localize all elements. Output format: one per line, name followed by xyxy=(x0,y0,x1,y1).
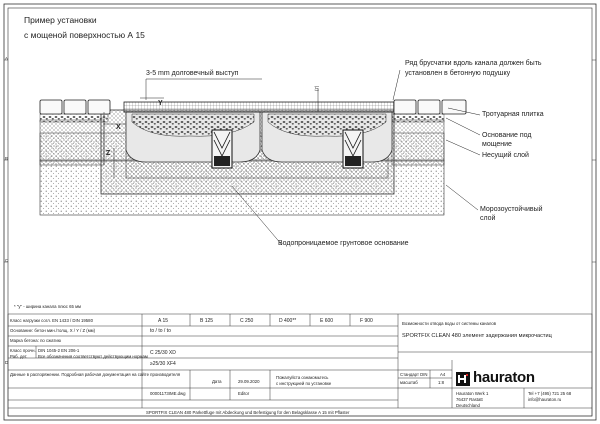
file-name: 00001173IME.dwg xyxy=(150,391,186,396)
frame-marker-b: B xyxy=(5,156,8,161)
drawing-title-line-2: с мощеной поверхностью А 15 xyxy=(24,30,145,40)
dimension-7: (7) xyxy=(314,85,319,91)
label-frost-line-1: Морозоустойчивый xyxy=(480,206,543,213)
row-notes: Данные в распоряжении. Подробная рабочая документация на сайте производителя xyxy=(10,372,181,377)
frame-marker-d: D xyxy=(5,360,9,365)
load-class-b125: B 125 xyxy=(200,318,214,324)
product-name: SPORTFIX CLEAN 480 элемент задержания микрочастиц xyxy=(402,333,552,339)
row-load-class: Класс нагрузки согл. EN 1433 / DIN 19580 xyxy=(10,318,93,323)
norm-code-1: DIN 1045-2 EN 206-1 xyxy=(38,348,80,353)
label-base-line-2: мощение xyxy=(482,141,512,148)
contact-phone: Tel +7 (495) 721 25 68 xyxy=(528,391,572,396)
label-permeable-base: Водопроницаемое грунтовое основание xyxy=(278,240,409,247)
bottom-description: SPORTFIX CLEAN 480 Parkettfuge mit Abdeckung und Befestigung für den Belagsklasse A 15 mit Pflaster xyxy=(146,410,350,415)
hauraton-logo-icon xyxy=(456,372,470,386)
row-strength: Класс прочн. xyxy=(10,348,36,353)
dimension-y: Y xyxy=(158,100,163,107)
concrete-value-2: ≥25/30 XF4 xyxy=(150,361,176,367)
dimension-x: X xyxy=(116,124,121,131)
norm-code-2: Все обозначения соответствуют действующим нормам xyxy=(38,354,148,359)
load-class-c250: C 250 xyxy=(240,318,254,324)
drawing-title-line-1: Пример установки xyxy=(24,15,97,25)
label-bearing: Несущий слой xyxy=(482,152,529,159)
address-line-3: Deutschland xyxy=(456,403,480,408)
frame-marker-c: C xyxy=(5,258,9,263)
callout-gap: 3-5 mm долговечный выступ xyxy=(146,70,239,77)
caption-line-2: с инструкцией по установке xyxy=(276,381,332,386)
caption-line-1: Пожалуйста ознакомьтесь xyxy=(276,375,329,380)
date-label: Дата xyxy=(212,379,222,384)
concrete-value-1: C 25/30 XD xyxy=(150,350,176,356)
contact-email: info@hauraton.ru xyxy=(528,397,562,402)
address-line-1: Hauraton Werk 1 xyxy=(456,391,489,396)
standard-value: A4 xyxy=(440,372,446,377)
note-paving-line-2: установлен в бетонную подушку xyxy=(405,70,511,77)
brand-logo xyxy=(456,371,568,387)
brand-name: hauraton xyxy=(473,369,535,386)
load-class-f900: F 900 xyxy=(360,318,373,324)
product-header: Возможности отвода воды от системы каналов xyxy=(402,321,497,326)
row-work: Раб. дет. xyxy=(10,354,28,359)
dimension-z: Z xyxy=(106,150,111,157)
row-base-concrete: Основание: бетон мин./толщ. X / Y / Z (мм) xyxy=(10,328,96,333)
base-values: to / to / to xyxy=(150,328,171,334)
load-class-d400: D 400** xyxy=(279,318,297,324)
standard-label: Стандарт DIN xyxy=(400,372,428,377)
label-sidewalk: Тротуарная плитка xyxy=(482,111,544,118)
load-class-a15: A 15 xyxy=(158,318,169,324)
note-paving-line-1: Ряд брусчатки вдоль канала должен быть xyxy=(405,60,542,67)
row-concrete-grade: Марка бетона: по сжатию xyxy=(10,338,61,343)
load-class-e600: E 600 xyxy=(320,318,334,324)
editor-label: Editor xyxy=(238,391,250,396)
frame-marker-a: A xyxy=(5,56,8,61)
label-base-line-1: Основание под xyxy=(482,132,532,139)
footnote: * "y" - ширина канала плюс 65 мм xyxy=(14,304,81,309)
date-value: 29.09.2020 xyxy=(238,379,260,384)
label-frost-line-2: слой xyxy=(480,215,496,222)
scale-label: масштаб xyxy=(400,380,418,385)
address-line-2: 76437 Rastatt xyxy=(456,397,483,402)
scale-value: 1:8 xyxy=(438,380,444,385)
